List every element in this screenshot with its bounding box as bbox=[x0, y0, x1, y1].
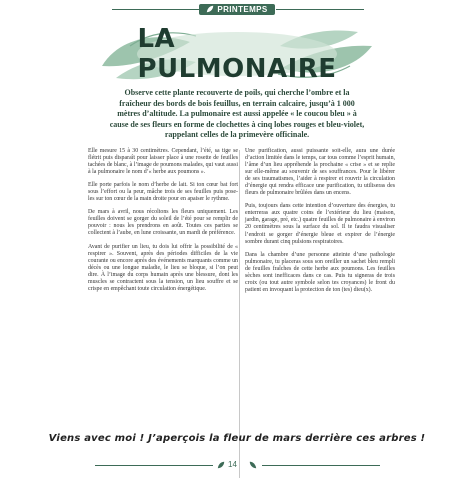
footer-rule-right bbox=[262, 465, 380, 466]
season-label: PRINTEMPS bbox=[217, 4, 268, 14]
page-number: 14 bbox=[228, 460, 237, 469]
intro-paragraph: Observe cette plante recouverte de poils, qui cherche l’ombre et la fraîcheur des bords de bois feuillus, en terrain calcaire, jusqu’à 1 000 mètres d’altitude. La pulmonaire est aussi appelée « le coucou bleu » à cause de ses fleurs en forme de clochettes à cinq lobes rouges et bleu-violet, rappelant celles de la primevère officinale. bbox=[109, 88, 365, 140]
header-rule-left bbox=[112, 9, 200, 10]
header-rule-right bbox=[276, 9, 364, 10]
footer-rule-left bbox=[95, 465, 213, 466]
season-badge bbox=[199, 4, 274, 15]
season-header bbox=[0, 2, 474, 16]
left-paragraph-3: De mars à avril, nous récoltons les fleurs uniquement. Les feuilles doivent se gorger du soleil de l’été pour se remplir de pouvoir : nous les prendrons en août. Toutes ces parties se collectent à l’aube, en lune croissante, un mardi de préférence. bbox=[88, 209, 238, 237]
left-paragraph-2: Elle porte parfois le nom d’herbe de lait. Si ton cœur bat fort sous l’effort ou la peur, mâche trois de ses feuilles puis pose-les sur ton cœur de la main droite pour en apaiser le rythme. bbox=[88, 182, 238, 203]
right-paragraph-3: Dans la chambre d’une personne atteinte d’une pathologie pulmonaire, tu placeras sous son oreiller un sachet bleu rempli de feuilles fraîches de cette herbe aux poumons. Les feuilles sèches sont inefficaces dans ce cas. Puis tu signeras de trois croix (ou tout autre symbole selon tes croyances) le front du patient en invoquant la protection de ton (tes) dieu(x). bbox=[245, 251, 395, 293]
title-block bbox=[100, 26, 374, 82]
left-paragraph-1: Elle mesure 15 à 30 centimètres. Cependant, l’été, sa tige se flétrit puis disparaît pour laisser place à une rosette de feuilles tachées de blanc, à l’image de poumons malades, qui vaut aussi à la pulmonaire le nom d’« herbe aux poumons ». bbox=[88, 148, 238, 176]
right-paragraph-2: Puis, toujours dans cette intention d’ouverture des énergies, tu enterreras aux quatre coins de l’extérieur du lieu (maison, jardin, garage, pré, etc.) quatre feuilles de pulmonaire à environ 20 centimètres sous la surface du sol. Il te faudra visualiser l’endroit se gorger d’énergie bleue et expirer de l’énergie sombre durant cinq pulsions respiratoires. bbox=[245, 203, 395, 245]
left-column bbox=[88, 148, 238, 299]
left-paragraph-4: Avant de purifier un lieu, tu dois lui offrir la possibilité de « respirer ». Souvent, après des périodes difficiles de la vie courante ou encore après des événements marquants comme un décès ou une longue maladie, le lieu se bloque, si l’on peut dire. À l’image du corps humain après une blessure, dont les muscles se contractent sous la tension, un lieu souffre et se crispe en empêchant toute circulation énergétique. bbox=[88, 243, 238, 292]
footer-caption: Viens avec moi ! J’aperçois la fleur de mars derrière ces arbres ! bbox=[48, 433, 426, 444]
column-divider bbox=[239, 150, 240, 478]
page-footer bbox=[0, 458, 474, 472]
page-title: LA PULMONAIRE bbox=[137, 24, 337, 84]
footer-leaf-icon bbox=[217, 461, 225, 469]
footer-leaf-icon-right bbox=[249, 461, 257, 469]
right-column bbox=[245, 148, 395, 300]
leaf-icon bbox=[206, 5, 214, 13]
right-paragraph-1: Une purification, aussi puissante soit-elle, aura une durée d’action limitée dans le temps, car tous comme l’esprit humain, l’âme d’un lieu appréhende la prochaine « crise » et se replie sur elle-même au souvenir de ses souffrances. Pour le libérer de ses traumatismes, l’aider à respirer et rouvrir la circulation d’énergie qui rendra efficace une purification, tu utiliseras des fleurs de pulmonaire brûlées dans un encens. bbox=[245, 148, 395, 197]
